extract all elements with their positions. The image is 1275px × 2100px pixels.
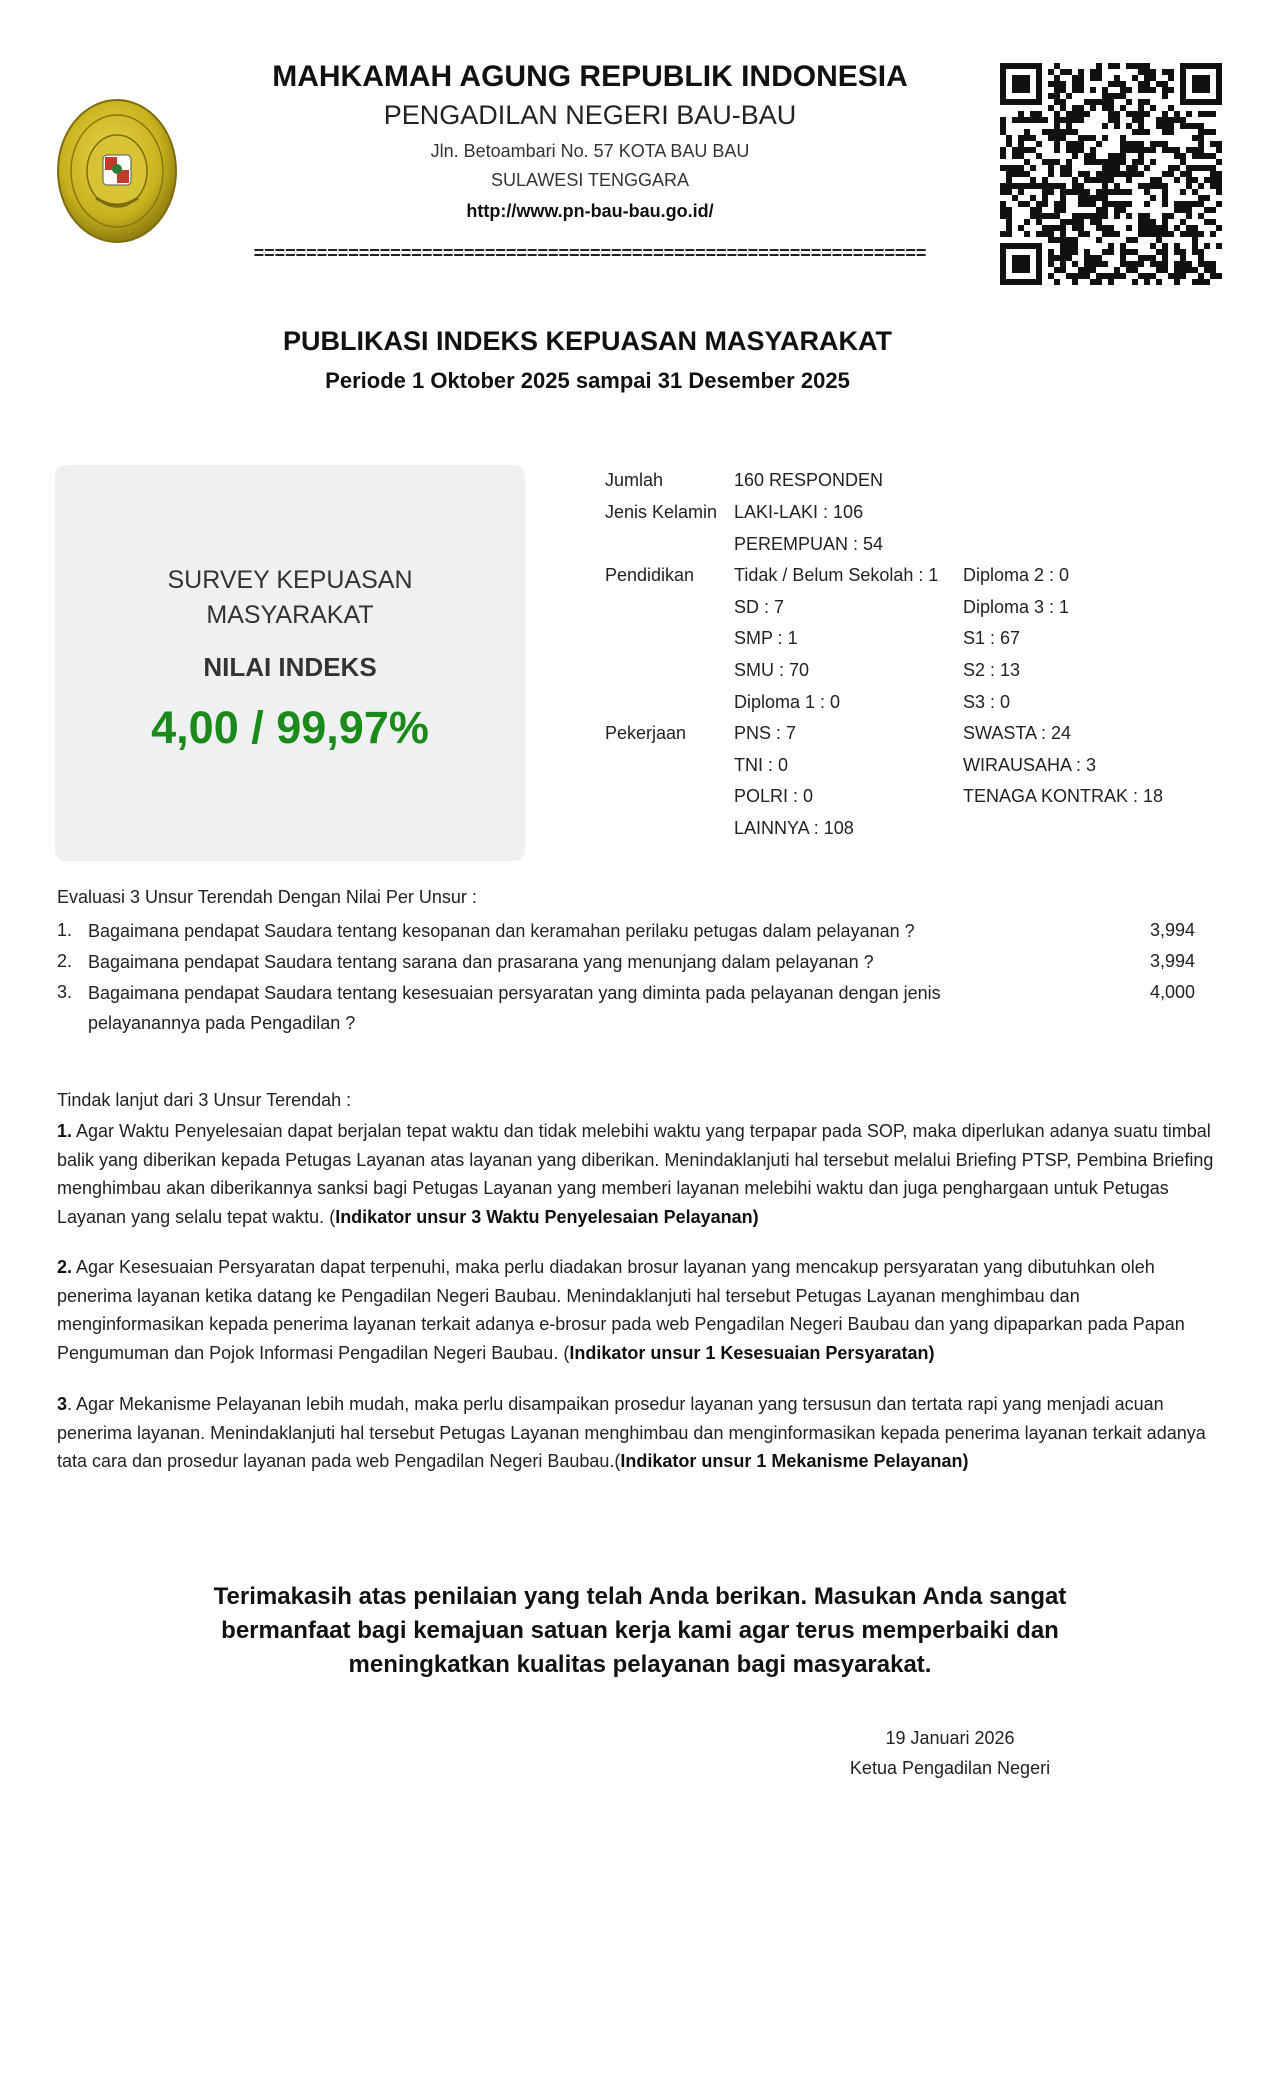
education-item: Diploma 2 : 0 [963,565,1070,585]
followup-item-number: 3 [57,1394,68,1414]
gender-male: LAKI-LAKI : 106 [734,502,864,522]
evaluation-item-text: Bagaimana pendapat Saudara tentang kesesuaian persyaratan yang diminta pada pelayanan dengan jenis pelayanannya pada Pengadilan ? [88,983,941,1033]
education-item: S1 : 67 [963,628,1021,648]
education-item: Diploma 3 : 1 [963,597,1070,617]
followup-item-indicator: Indikator unsur 3 Waktu Penyelesaian Pelayanan) [335,1206,759,1227]
evaluation-item-text: Bagaimana pendapat Saudara tentang sarana dan prasarana yang menunjang dalam pelayanan ? [88,952,874,972]
gender-female: PEREMPUAN : 54 [734,534,884,554]
survey-label-line2: MASYARAKAT [206,601,374,629]
closing-message: Terimakasih atas penilaian yang telah Anda berikan. Masukan Anda sangat bermanfaat bagi kemajuan satuan kerja kami agar terus memperbaiki dan meningkatkan kualitas pelayanan bagi masyarakat. [213,1583,1067,1678]
page-title: PUBLIKASI INDEKS KEPUASAN MASYARAKAT [282,326,893,356]
gender-label: Jenis Kelamin [605,502,718,522]
court-seal-icon [56,98,178,244]
education-item: SMP : 1 [734,628,798,648]
qr-code-icon [1000,63,1222,285]
evaluation-item-value: 3,994 [1149,920,1195,940]
job-item: PNS : 7 [734,723,797,743]
job-item: TNI : 0 [734,755,789,775]
followup-item-indicator: Indikator unsur 1 Mekanisme Pelayanan) [620,1451,969,1471]
header-separator: ================================================================ [253,243,927,263]
education-item: Tidak / Belum Sekolah : 1 [734,565,939,585]
education-label: Pendidikan [605,565,695,585]
survey-label-line1: SURVEY KEPUASAN [167,566,413,594]
survey-label [55,563,525,633]
education-item: SD : 7 [734,597,785,617]
evaluation-item-number: 2. [57,951,73,971]
followup-item-text: Agar Kesesuaian Persyaratan dapat terpenuhi, maka perlu diadakan brosur layanan yang mencakup persyaratan yang dibutuhkan oleh penerima layanan ketika datang ke Pengadilan Negeri Baubau. Menindaklanjuti hal tersebut Petugas Layanan menghimbau dan menginformasikan kepada penerima layanan terkait adanya e-brosur pada web Pengadilan Negeri Baubau dan yang dipaparkan pada Papan Pengumuman dan Pojok Informasi Pengadilan Negeri Baubau. ( [57,1257,1185,1363]
job-item: POLRI : 0 [734,786,814,806]
header-address: Jln. Betoambari No. 57 KOTA BAU BAU [430,141,750,161]
header-org: MAHKAMAH AGUNG REPUBLIK INDONESIA [272,60,908,93]
signature-date: 19 Januari 2026 [885,1728,1015,1748]
score-card [55,465,525,861]
evaluation-item-number: 3. [57,982,73,1002]
jumlah-label: Jumlah [605,470,664,490]
job-item: WIRAUSAHA : 3 [963,755,1097,775]
jumlah-value: 160 RESPONDEN [734,470,884,490]
followup-item [57,1117,1227,1231]
index-score-value: 4,00 / 99,97% [151,702,429,753]
nilai-indeks-label: NILAI INDEKS [203,652,377,682]
evaluation-item-text: Bagaimana pendapat Saudara tentang kesopanan dan keramahan perilaku petugas dalam pelayanan ? [88,921,915,941]
followup-item [57,1253,1227,1367]
header-court: PENGADILAN NEGERI BAU-BAU [383,100,797,130]
education-item: Diploma 1 : 0 [734,692,841,712]
job-item: LAINNYA : 108 [734,818,854,838]
evaluation-item-value: 4,000 [1149,982,1195,1002]
evaluation-item-value: 3,994 [1149,951,1195,971]
header-province: SULAWESI TENGGARA [490,170,690,190]
followup-item-text: . Agar Mekanisme Pelayanan lebih mudah, maka perlu disampaikan prosedur layanan yang tersusun dan tertata rapi yang menjadi acuan penerima layanan. Menindaklanjuti hal tersebut Petugas Layanan menghimbau dan menginformasikan kepada penerima layanan terkait adanya tata cara dan prosedur layanan pada web Pengadilan Negeri Baubau.( [57,1394,1206,1471]
followup-item-indicator: Indikator unsur 1 Kesesuaian Persyaratan) [569,1342,935,1363]
education-item: S3 : 0 [963,692,1011,712]
followup-item [57,1390,1227,1476]
signatory-title: Ketua Pengadilan Negeri [849,1758,1051,1778]
evaluation-title: Evaluasi 3 Unsur Terendah Dengan Nilai Per Unsur : [57,887,477,907]
evaluation-item-number: 1. [57,920,73,940]
followup-item-number: 1. [57,1121,73,1141]
followup-title: Tindak lanjut dari 3 Unsur Terendah : [57,1090,352,1110]
followup-item-text: Agar Waktu Penyelesaian dapat berjalan tepat waktu dan tidak melebihi waktu yang terpapar pada SOP, maka diperlukan adanya suatu timbal balik yang diberikan kepada Petugas Layanan atas layanan yang diberikan. Menindaklanjuti hal tersebut melalui Briefing PTSP, Pembina Briefing menghimbau akan diberikannya sanksi bagi Petugas Layanan yang memberi layanan melebihi waktu dan juga penghargaan untuk Petugas Layanan yang selalu tepat waktu. ( [57,1121,1214,1227]
job-item: SWASTA : 24 [963,723,1072,743]
period-subtitle: Periode 1 Oktober 2025 sampai 31 Desember 2025 [325,368,850,393]
followup-item-number: 2. [57,1257,73,1277]
education-item: SMU : 70 [734,660,810,680]
job-label: Pekerjaan [605,723,687,743]
job-item: TENAGA KONTRAK : 18 [963,786,1164,806]
education-item: S2 : 13 [963,660,1021,680]
header-url-link[interactable]: http://www.pn-bau-bau.go.id/ [466,201,714,221]
